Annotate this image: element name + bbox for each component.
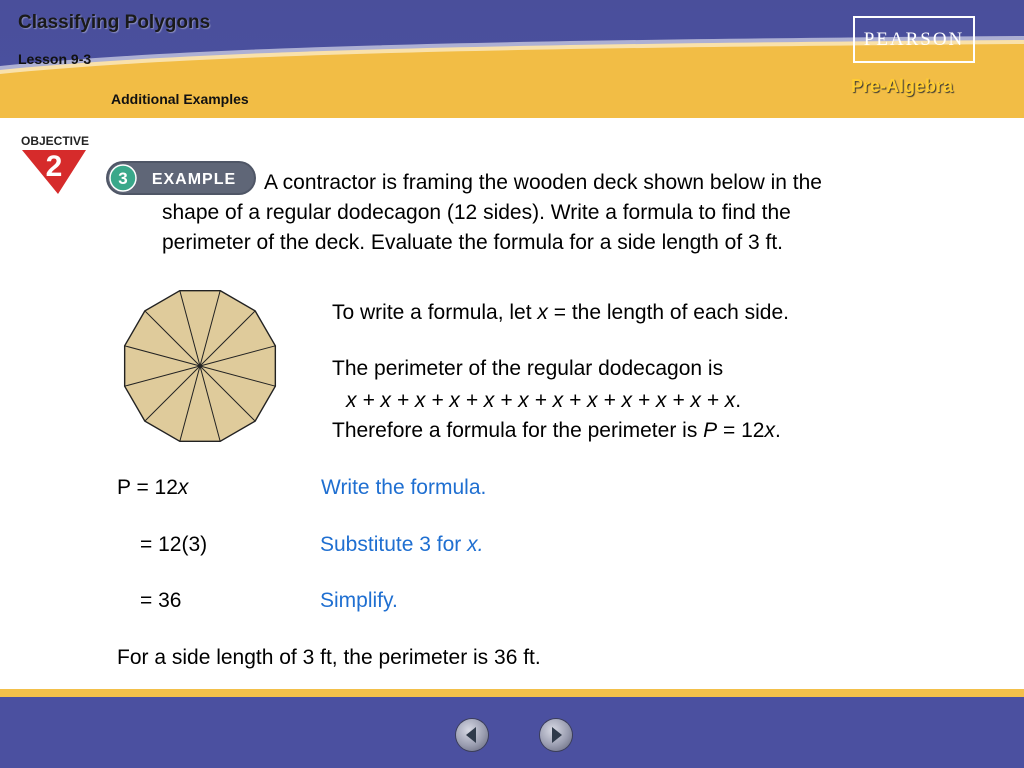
therefore-text: Therefore a formula for the perimeter is	[332, 419, 704, 442]
footer-bar	[0, 697, 1024, 768]
sum-period: .	[735, 389, 742, 412]
step-2-note	[320, 530, 483, 560]
step-1-expr-text: P = 12	[117, 476, 178, 499]
step-1-note: Write the formula.	[321, 476, 487, 499]
step-1-expression	[117, 473, 188, 503]
let-rest: = the length of each side.	[547, 301, 789, 324]
formula-x: x	[764, 419, 775, 442]
section-subtitle: Additional Examples	[111, 91, 249, 107]
lesson-title: Classifying Polygons	[18, 12, 211, 33]
problem-line-1: A contractor is framing the wooden deck shown below in the	[264, 171, 822, 194]
example-number: 3	[118, 169, 128, 188]
perimeter-intro: The perimeter of the regular dodecagon is	[332, 357, 724, 380]
footer-accent-band	[0, 689, 1024, 697]
course-name: Pre-Algebra	[851, 76, 954, 96]
objective-label: OBJECTIVE	[20, 134, 90, 148]
formula-coefficient: = 12	[717, 419, 765, 442]
previous-button[interactable]	[456, 719, 488, 751]
step-1-expr-var: x	[177, 476, 189, 499]
lesson-number: Lesson 9-3	[18, 51, 92, 67]
dodecagon-deck-diagram	[118, 286, 282, 446]
sum-expression: x + x + x + x + x + x + x + x + x + x + x + x	[346, 389, 736, 412]
let-text: To write a formula, let	[332, 301, 538, 324]
step-3-expression: = 36	[140, 589, 182, 612]
problem-line-3: perimeter of the deck. Evaluate the formula for a side length of 3 ft.	[162, 231, 784, 254]
formula-period: .	[774, 419, 781, 442]
example-label: EXAMPLE	[151, 171, 237, 188]
conclusion: For a side length of 3 ft, the perimeter is 36 ft.	[117, 646, 541, 669]
variable-definition	[332, 298, 789, 328]
objective-number: 2	[45, 150, 63, 183]
next-button[interactable]	[540, 719, 572, 751]
formula-p: P	[703, 419, 718, 442]
step-2-note-var: x.	[467, 533, 484, 556]
forward-arrow-icon	[540, 719, 572, 751]
header-bar	[0, 0, 1024, 118]
let-variable: x	[537, 301, 548, 324]
step-2-expression: = 12(3)	[140, 533, 208, 556]
problem-line-2: shape of a regular dodecagon (12 sides). Write a formula to find the	[162, 201, 791, 224]
formula-statement	[332, 416, 781, 446]
step-2-note-text: Substitute 3 for	[320, 533, 468, 556]
step-3-note: Simplify.	[320, 589, 398, 612]
objective-badge	[18, 130, 92, 196]
perimeter-sum	[346, 386, 741, 416]
problem-statement	[162, 168, 822, 258]
pearson-logo: PEARSON	[853, 16, 975, 63]
back-arrow-icon	[456, 719, 488, 751]
